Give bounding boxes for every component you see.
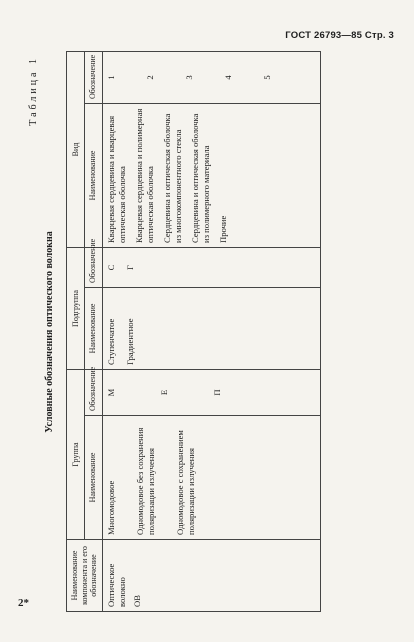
subgroup-name: Ступенчатое bbox=[105, 318, 116, 365]
group-codes-cell bbox=[102, 369, 320, 415]
component-name: Оптическое волокно bbox=[105, 563, 127, 607]
kind-code: 4 bbox=[222, 75, 233, 80]
page-header: ГОСТ 26793—85 Стр. 3 bbox=[285, 30, 394, 41]
kind-name: Сердцевина и оптическая оболочка из полимерного материала bbox=[189, 113, 211, 243]
page-number: 2* bbox=[18, 597, 29, 609]
kind-code: 2 bbox=[144, 75, 155, 80]
header-kind-code: Обозначение bbox=[84, 51, 102, 103]
header-group-code: Обозначение bbox=[84, 369, 102, 415]
header-subgroup: Подгруппа bbox=[67, 247, 85, 369]
subgroup-name: Градиентное bbox=[124, 318, 135, 365]
group-names-cell bbox=[102, 416, 320, 540]
subgroup-names-cell bbox=[102, 287, 320, 369]
kind-codes-cell bbox=[102, 51, 320, 103]
kind-name: Прочие bbox=[217, 215, 228, 243]
subgroup-code: Г bbox=[124, 265, 135, 270]
kind-code: 5 bbox=[261, 75, 272, 80]
component-cell bbox=[102, 540, 320, 612]
kind-name: Сердцевина и оптическая оболочка из многокомпонентного стекла bbox=[161, 113, 183, 243]
group-code: П bbox=[211, 389, 222, 396]
table-label: Таблица 1 bbox=[28, 56, 39, 126]
kind-code: 3 bbox=[183, 75, 194, 80]
group-name: Многомодовое bbox=[105, 480, 116, 535]
kind-names-cell bbox=[102, 103, 320, 247]
kind-code: 1 bbox=[105, 75, 116, 80]
kind-name: Кварцевая сердцевина и кварцевая оптическая оболочка bbox=[105, 115, 127, 243]
designation-table bbox=[66, 51, 321, 612]
header-subgroup-name: Наименование bbox=[84, 287, 102, 369]
rotated-table-frame bbox=[26, 52, 366, 612]
group-code: Е bbox=[158, 389, 169, 396]
header-kind: Вид bbox=[67, 51, 85, 247]
table-caption: Условные обозначения оптического волокна bbox=[44, 231, 55, 433]
component-code: ОВ bbox=[131, 595, 142, 607]
group-name: Одномодовое с сохранением поляризации излучения bbox=[174, 430, 196, 535]
header-component: Наименование компонента и его обозначение bbox=[67, 540, 103, 612]
header-group-name: Наименование bbox=[84, 416, 102, 540]
header-kind-name: Наименование bbox=[84, 103, 102, 247]
group-name: Одномодовое без сохранения поляризации излучения bbox=[134, 427, 156, 535]
group-code: М bbox=[105, 388, 116, 397]
header-group: Группа bbox=[67, 369, 85, 539]
header-subgroup-code: Обозначение bbox=[84, 247, 102, 287]
subgroup-codes-cell bbox=[102, 247, 320, 287]
kind-name: Кварцевая сердцевина и полимерная оптическая оболочка bbox=[133, 108, 155, 243]
subgroup-code: С bbox=[105, 264, 116, 271]
